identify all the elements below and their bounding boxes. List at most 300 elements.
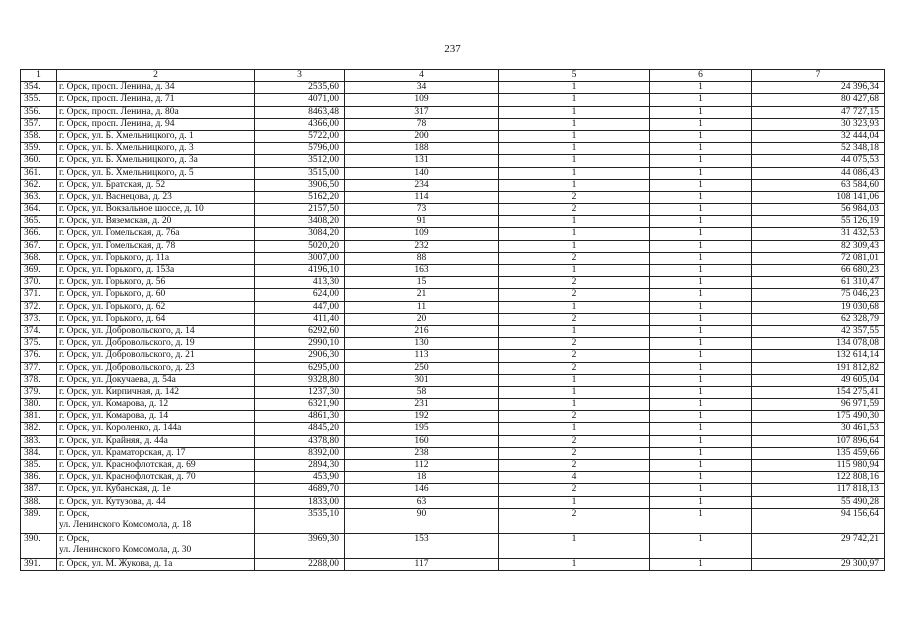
amount: 115 980,94 (752, 460, 885, 472)
area: 9328,80 (255, 374, 345, 386)
count: 301 (345, 374, 499, 386)
count: 140 (345, 167, 499, 179)
col5-value: 2 (499, 362, 650, 374)
row-number: 389. (21, 508, 57, 533)
address: г. Орск, ул. Горького, д. 56 (57, 277, 255, 289)
row-number: 374. (21, 325, 57, 337)
count: 232 (345, 240, 499, 252)
table-row (21, 411, 885, 423)
address: г. Орск, ул. Краснофлотская, д. 70 (57, 472, 255, 484)
area: 4366,00 (255, 118, 345, 130)
area: 5796,00 (255, 143, 345, 155)
col6-value: 1 (650, 167, 752, 179)
address: г. Орск, ул. Вяземская, д. 20 (57, 216, 255, 228)
col6-value: 1 (650, 289, 752, 301)
col5-value: 1 (499, 423, 650, 435)
col6-value: 1 (650, 558, 752, 570)
col6-value: 1 (650, 460, 752, 472)
count: 112 (345, 460, 499, 472)
address: г. Орск, просп. Ленина, д. 71 (57, 94, 255, 106)
col6-value: 1 (650, 325, 752, 337)
table-row (21, 533, 885, 558)
amount: 44 086,43 (752, 167, 885, 179)
col5-value: 1 (499, 386, 650, 398)
area: 6295,00 (255, 362, 345, 374)
count: 78 (345, 118, 499, 130)
table-row (21, 204, 885, 216)
col6-value: 1 (650, 204, 752, 216)
col5-value: 2 (499, 460, 650, 472)
address: г. Орск, ул. Добровольского, д. 21 (57, 350, 255, 362)
table-row (21, 460, 885, 472)
header-cell-7: 7 (752, 70, 885, 82)
col5-value: 1 (499, 265, 650, 277)
table-row (21, 289, 885, 301)
count: 146 (345, 484, 499, 496)
area: 4196,10 (255, 265, 345, 277)
table-row (21, 484, 885, 496)
count: 192 (345, 411, 499, 423)
col5-value: 2 (499, 204, 650, 216)
table-header-row (21, 70, 885, 82)
amount: 117 818,13 (752, 484, 885, 496)
area: 3084,20 (255, 228, 345, 240)
table-row (21, 325, 885, 337)
address: г. Орск, ул. Вокзальное шоссе, д. 10 (57, 204, 255, 216)
col5-value: 2 (499, 484, 650, 496)
col5-value: 2 (499, 313, 650, 325)
count: 250 (345, 362, 499, 374)
col6-value: 1 (650, 228, 752, 240)
address (57, 508, 255, 533)
col6-value: 1 (650, 484, 752, 496)
amount: 30 323,93 (752, 118, 885, 130)
col6-value: 1 (650, 386, 752, 398)
table-row (21, 94, 885, 106)
amount: 55 126,19 (752, 216, 885, 228)
col5-value: 2 (499, 252, 650, 264)
col6-value: 1 (650, 350, 752, 362)
row-number: 357. (21, 118, 57, 130)
col6-value: 1 (650, 374, 752, 386)
col5-value: 1 (499, 106, 650, 118)
count: 63 (345, 496, 499, 508)
address: г. Орск, ул. Б. Хмельницкого, д. 3а (57, 155, 255, 167)
area: 5162,20 (255, 191, 345, 203)
col5-value: 1 (499, 533, 650, 558)
row-number: 354. (21, 82, 57, 94)
area: 3512,00 (255, 155, 345, 167)
table-row (21, 386, 885, 398)
col6-value: 1 (650, 252, 752, 264)
amount: 108 141,06 (752, 191, 885, 203)
col6-value: 1 (650, 411, 752, 423)
amount: 61 310,47 (752, 277, 885, 289)
col5-value: 1 (499, 179, 650, 191)
area: 3408,20 (255, 216, 345, 228)
amount: 19 030,68 (752, 301, 885, 313)
address: г. Орск, ул. Братская, д. 52 (57, 179, 255, 191)
table-row (21, 508, 885, 533)
area: 5020,20 (255, 240, 345, 252)
area: 2288,00 (255, 558, 345, 570)
row-number: 378. (21, 374, 57, 386)
area: 2157,50 (255, 204, 345, 216)
col5-value: 2 (499, 350, 650, 362)
area: 8392,00 (255, 447, 345, 459)
col5-value: 1 (499, 130, 650, 142)
col5-value: 1 (499, 325, 650, 337)
area: 4861,30 (255, 411, 345, 423)
amount: 55 490,28 (752, 496, 885, 508)
count: 20 (345, 313, 499, 325)
col5-value: 1 (499, 143, 650, 155)
header-cell-3: 3 (255, 70, 345, 82)
amount: 134 078,08 (752, 338, 885, 350)
count: 88 (345, 252, 499, 264)
row-number: 383. (21, 435, 57, 447)
table-row (21, 167, 885, 179)
col6-value: 1 (650, 143, 752, 155)
row-number: 367. (21, 240, 57, 252)
row-number: 380. (21, 399, 57, 411)
row-number: 381. (21, 411, 57, 423)
row-number: 391. (21, 558, 57, 570)
amount: 24 396,34 (752, 82, 885, 94)
area: 4689,70 (255, 484, 345, 496)
address: г. Орск, ул. Кубанская, д. 1е (57, 484, 255, 496)
table-row (21, 338, 885, 350)
area: 5722,00 (255, 130, 345, 142)
amount: 72 081,01 (752, 252, 885, 264)
address: г. Орск, ул. М. Жукова, д. 1а (57, 558, 255, 570)
address: г. Орск, ул. Добровольского, д. 14 (57, 325, 255, 337)
row-number: 368. (21, 252, 57, 264)
count: 160 (345, 435, 499, 447)
amount: 66 680,23 (752, 265, 885, 277)
count: 131 (345, 155, 499, 167)
amount: 75 046,23 (752, 289, 885, 301)
amount: 122 808,16 (752, 472, 885, 484)
address: г. Орск, ул. Комарова, д. 14 (57, 411, 255, 423)
amount: 154 275,41 (752, 386, 885, 398)
row-number: 369. (21, 265, 57, 277)
table-row (21, 301, 885, 313)
table-row (21, 118, 885, 130)
address: г. Орск, ул. Краснофлотская, д. 69 (57, 460, 255, 472)
area: 1833,00 (255, 496, 345, 508)
area: 6292,60 (255, 325, 345, 337)
amount: 52 348,18 (752, 143, 885, 155)
count: 58 (345, 386, 499, 398)
address: г. Орск, просп. Ленина, д. 94 (57, 118, 255, 130)
col6-value: 1 (650, 435, 752, 447)
count: 130 (345, 338, 499, 350)
count: 113 (345, 350, 499, 362)
amount: 44 075,53 (752, 155, 885, 167)
row-number: 388. (21, 496, 57, 508)
address: г. Орск, ул. Горького, д. 153а (57, 265, 255, 277)
area: 3007,00 (255, 252, 345, 264)
area: 3906,50 (255, 179, 345, 191)
col5-value: 1 (499, 558, 650, 570)
amount: 82 309,43 (752, 240, 885, 252)
col5-value: 1 (499, 118, 650, 130)
table-row (21, 362, 885, 374)
amount: 80 427,68 (752, 94, 885, 106)
amount: 107 896,64 (752, 435, 885, 447)
col6-value: 1 (650, 82, 752, 94)
address-line-1: г. Орск, (59, 533, 90, 544)
row-number: 371. (21, 289, 57, 301)
count: 73 (345, 204, 499, 216)
row-number: 361. (21, 167, 57, 179)
row-number: 358. (21, 130, 57, 142)
col5-value: 1 (499, 94, 650, 106)
table-row (21, 252, 885, 264)
col6-value: 1 (650, 362, 752, 374)
amount: 63 584,60 (752, 179, 885, 191)
area: 6321,90 (255, 399, 345, 411)
area: 624,00 (255, 289, 345, 301)
address: г. Орск, ул. Докучаева, д. 54а (57, 374, 255, 386)
col5-value: 1 (499, 82, 650, 94)
address: г. Орск, ул. Крайняя, д. 44а (57, 435, 255, 447)
col5-value: 2 (499, 338, 650, 350)
count: 153 (345, 533, 499, 558)
col5-value: 2 (499, 191, 650, 203)
address: г. Орск, просп. Ленина, д. 34 (57, 82, 255, 94)
row-number: 390. (21, 533, 57, 558)
row-number: 365. (21, 216, 57, 228)
col5-value: 2 (499, 447, 650, 459)
col6-value: 1 (650, 472, 752, 484)
buildings-table (20, 69, 885, 571)
row-number: 376. (21, 350, 57, 362)
area: 2990,10 (255, 338, 345, 350)
table-row (21, 435, 885, 447)
area: 453,90 (255, 472, 345, 484)
address: г. Орск, ул. Гомельская, д. 78 (57, 240, 255, 252)
row-number: 385. (21, 460, 57, 472)
address: г. Орск, просп. Ленина, д. 80а (57, 106, 255, 118)
table-row (21, 240, 885, 252)
table-row (21, 496, 885, 508)
count: 163 (345, 265, 499, 277)
table-row (21, 228, 885, 240)
area: 4378,80 (255, 435, 345, 447)
col6-value: 1 (650, 216, 752, 228)
amount: 47 727,15 (752, 106, 885, 118)
area: 3515,00 (255, 167, 345, 179)
col6-value: 1 (650, 179, 752, 191)
col5-value: 2 (499, 289, 650, 301)
address: г. Орск, ул. Горького, д. 64 (57, 313, 255, 325)
col5-value: 2 (499, 508, 650, 533)
header-cell-6: 6 (650, 70, 752, 82)
amount: 32 444,04 (752, 130, 885, 142)
row-number: 356. (21, 106, 57, 118)
address: г. Орск, ул. Горького, д. 11а (57, 252, 255, 264)
col6-value: 1 (650, 313, 752, 325)
area: 2535,60 (255, 82, 345, 94)
amount: 31 432,53 (752, 228, 885, 240)
count: 15 (345, 277, 499, 289)
area: 8463,48 (255, 106, 345, 118)
table-row (21, 423, 885, 435)
col6-value: 1 (650, 118, 752, 130)
count: 317 (345, 106, 499, 118)
count: 11 (345, 301, 499, 313)
amount: 30 461,53 (752, 423, 885, 435)
table-row (21, 143, 885, 155)
col6-value: 1 (650, 496, 752, 508)
address: г. Орск, ул. Добровольского, д. 23 (57, 362, 255, 374)
area: 3535,10 (255, 508, 345, 533)
area: 2894,30 (255, 460, 345, 472)
row-number: 355. (21, 94, 57, 106)
col5-value: 4 (499, 472, 650, 484)
address: г. Орск, ул. Горького, д. 60 (57, 289, 255, 301)
col6-value: 1 (650, 301, 752, 313)
area: 411,40 (255, 313, 345, 325)
header-cell-2: 2 (57, 70, 255, 82)
count: 18 (345, 472, 499, 484)
page-number: 237 (444, 43, 461, 55)
count: 114 (345, 191, 499, 203)
amount: 94 156,64 (752, 508, 885, 533)
amount: 56 984,03 (752, 204, 885, 216)
count: 200 (345, 130, 499, 142)
address: г. Орск, ул. Кутузова, д. 44 (57, 496, 255, 508)
address: г. Орск, ул. Б. Хмельницкого, д. 1 (57, 130, 255, 142)
area: 1237,30 (255, 386, 345, 398)
count: 195 (345, 423, 499, 435)
count: 21 (345, 289, 499, 301)
area: 4845,20 (255, 423, 345, 435)
col6-value: 1 (650, 94, 752, 106)
col5-value: 1 (499, 167, 650, 179)
table-row (21, 82, 885, 94)
col5-value: 1 (499, 216, 650, 228)
count: 188 (345, 143, 499, 155)
table-row (21, 277, 885, 289)
table-row (21, 313, 885, 325)
row-number: 377. (21, 362, 57, 374)
col6-value: 1 (650, 508, 752, 533)
table-row (21, 374, 885, 386)
col6-value: 1 (650, 130, 752, 142)
col5-value: 1 (499, 399, 650, 411)
table-row (21, 179, 885, 191)
amount: 175 490,30 (752, 411, 885, 423)
count: 231 (345, 399, 499, 411)
col6-value: 1 (650, 106, 752, 118)
row-number: 370. (21, 277, 57, 289)
col5-value: 1 (499, 155, 650, 167)
table-row (21, 350, 885, 362)
col5-value: 1 (499, 240, 650, 252)
row-number: 360. (21, 155, 57, 167)
col5-value: 1 (499, 301, 650, 313)
address: г. Орск, ул. Короленко, д. 144а (57, 423, 255, 435)
table-row (21, 155, 885, 167)
address: г. Орск, ул. Краматорская, д. 17 (57, 447, 255, 459)
amount: 135 459,66 (752, 447, 885, 459)
count: 34 (345, 82, 499, 94)
address: г. Орск, ул. Кирпичная, д. 142 (57, 386, 255, 398)
col5-value: 2 (499, 411, 650, 423)
count: 216 (345, 325, 499, 337)
row-number: 372. (21, 301, 57, 313)
row-number: 384. (21, 447, 57, 459)
table-row (21, 399, 885, 411)
col5-value: 1 (499, 228, 650, 240)
col6-value: 1 (650, 447, 752, 459)
col5-value: 2 (499, 435, 650, 447)
count: 109 (345, 228, 499, 240)
header-cell-5: 5 (499, 70, 650, 82)
table-row (21, 106, 885, 118)
table-row (21, 472, 885, 484)
row-number: 373. (21, 313, 57, 325)
row-number: 387. (21, 484, 57, 496)
row-number: 386. (21, 472, 57, 484)
count: 238 (345, 447, 499, 459)
area: 2906,30 (255, 350, 345, 362)
col6-value: 1 (650, 240, 752, 252)
address-line-2: ул. Ленинского Комсомола, д. 30 (59, 544, 192, 555)
count: 91 (345, 216, 499, 228)
col5-value: 1 (499, 374, 650, 386)
area: 4071,00 (255, 94, 345, 106)
table-row (21, 447, 885, 459)
row-number: 379. (21, 386, 57, 398)
col6-value: 1 (650, 191, 752, 203)
header-cell-4: 4 (345, 70, 499, 82)
row-number: 362. (21, 179, 57, 191)
col6-value: 1 (650, 338, 752, 350)
row-number: 364. (21, 204, 57, 216)
address-line-2: ул. Ленинского Комсомола, д. 18 (59, 519, 192, 530)
amount: 96 971,59 (752, 399, 885, 411)
row-number: 366. (21, 228, 57, 240)
count: 234 (345, 179, 499, 191)
area: 447,00 (255, 301, 345, 313)
header-cell-1: 1 (21, 70, 57, 82)
amount: 191 812,82 (752, 362, 885, 374)
amount: 29 742,21 (752, 533, 885, 558)
table-row (21, 265, 885, 277)
address: г. Орск, ул. Васнецова, д. 23 (57, 191, 255, 203)
table-row (21, 191, 885, 203)
address-line-1: г. Орск, (59, 508, 90, 519)
table-body (21, 70, 885, 571)
count: 117 (345, 558, 499, 570)
col5-value: 2 (499, 277, 650, 289)
col6-value: 1 (650, 399, 752, 411)
address (57, 533, 255, 558)
col5-value: 1 (499, 496, 650, 508)
table-row (21, 216, 885, 228)
amount: 29 300,97 (752, 558, 885, 570)
address: г. Орск, ул. Гомельская, д. 76а (57, 228, 255, 240)
address: г. Орск, ул. Горького, д. 62 (57, 301, 255, 313)
table-row (21, 558, 885, 570)
row-number: 375. (21, 338, 57, 350)
col6-value: 1 (650, 155, 752, 167)
col6-value: 1 (650, 533, 752, 558)
